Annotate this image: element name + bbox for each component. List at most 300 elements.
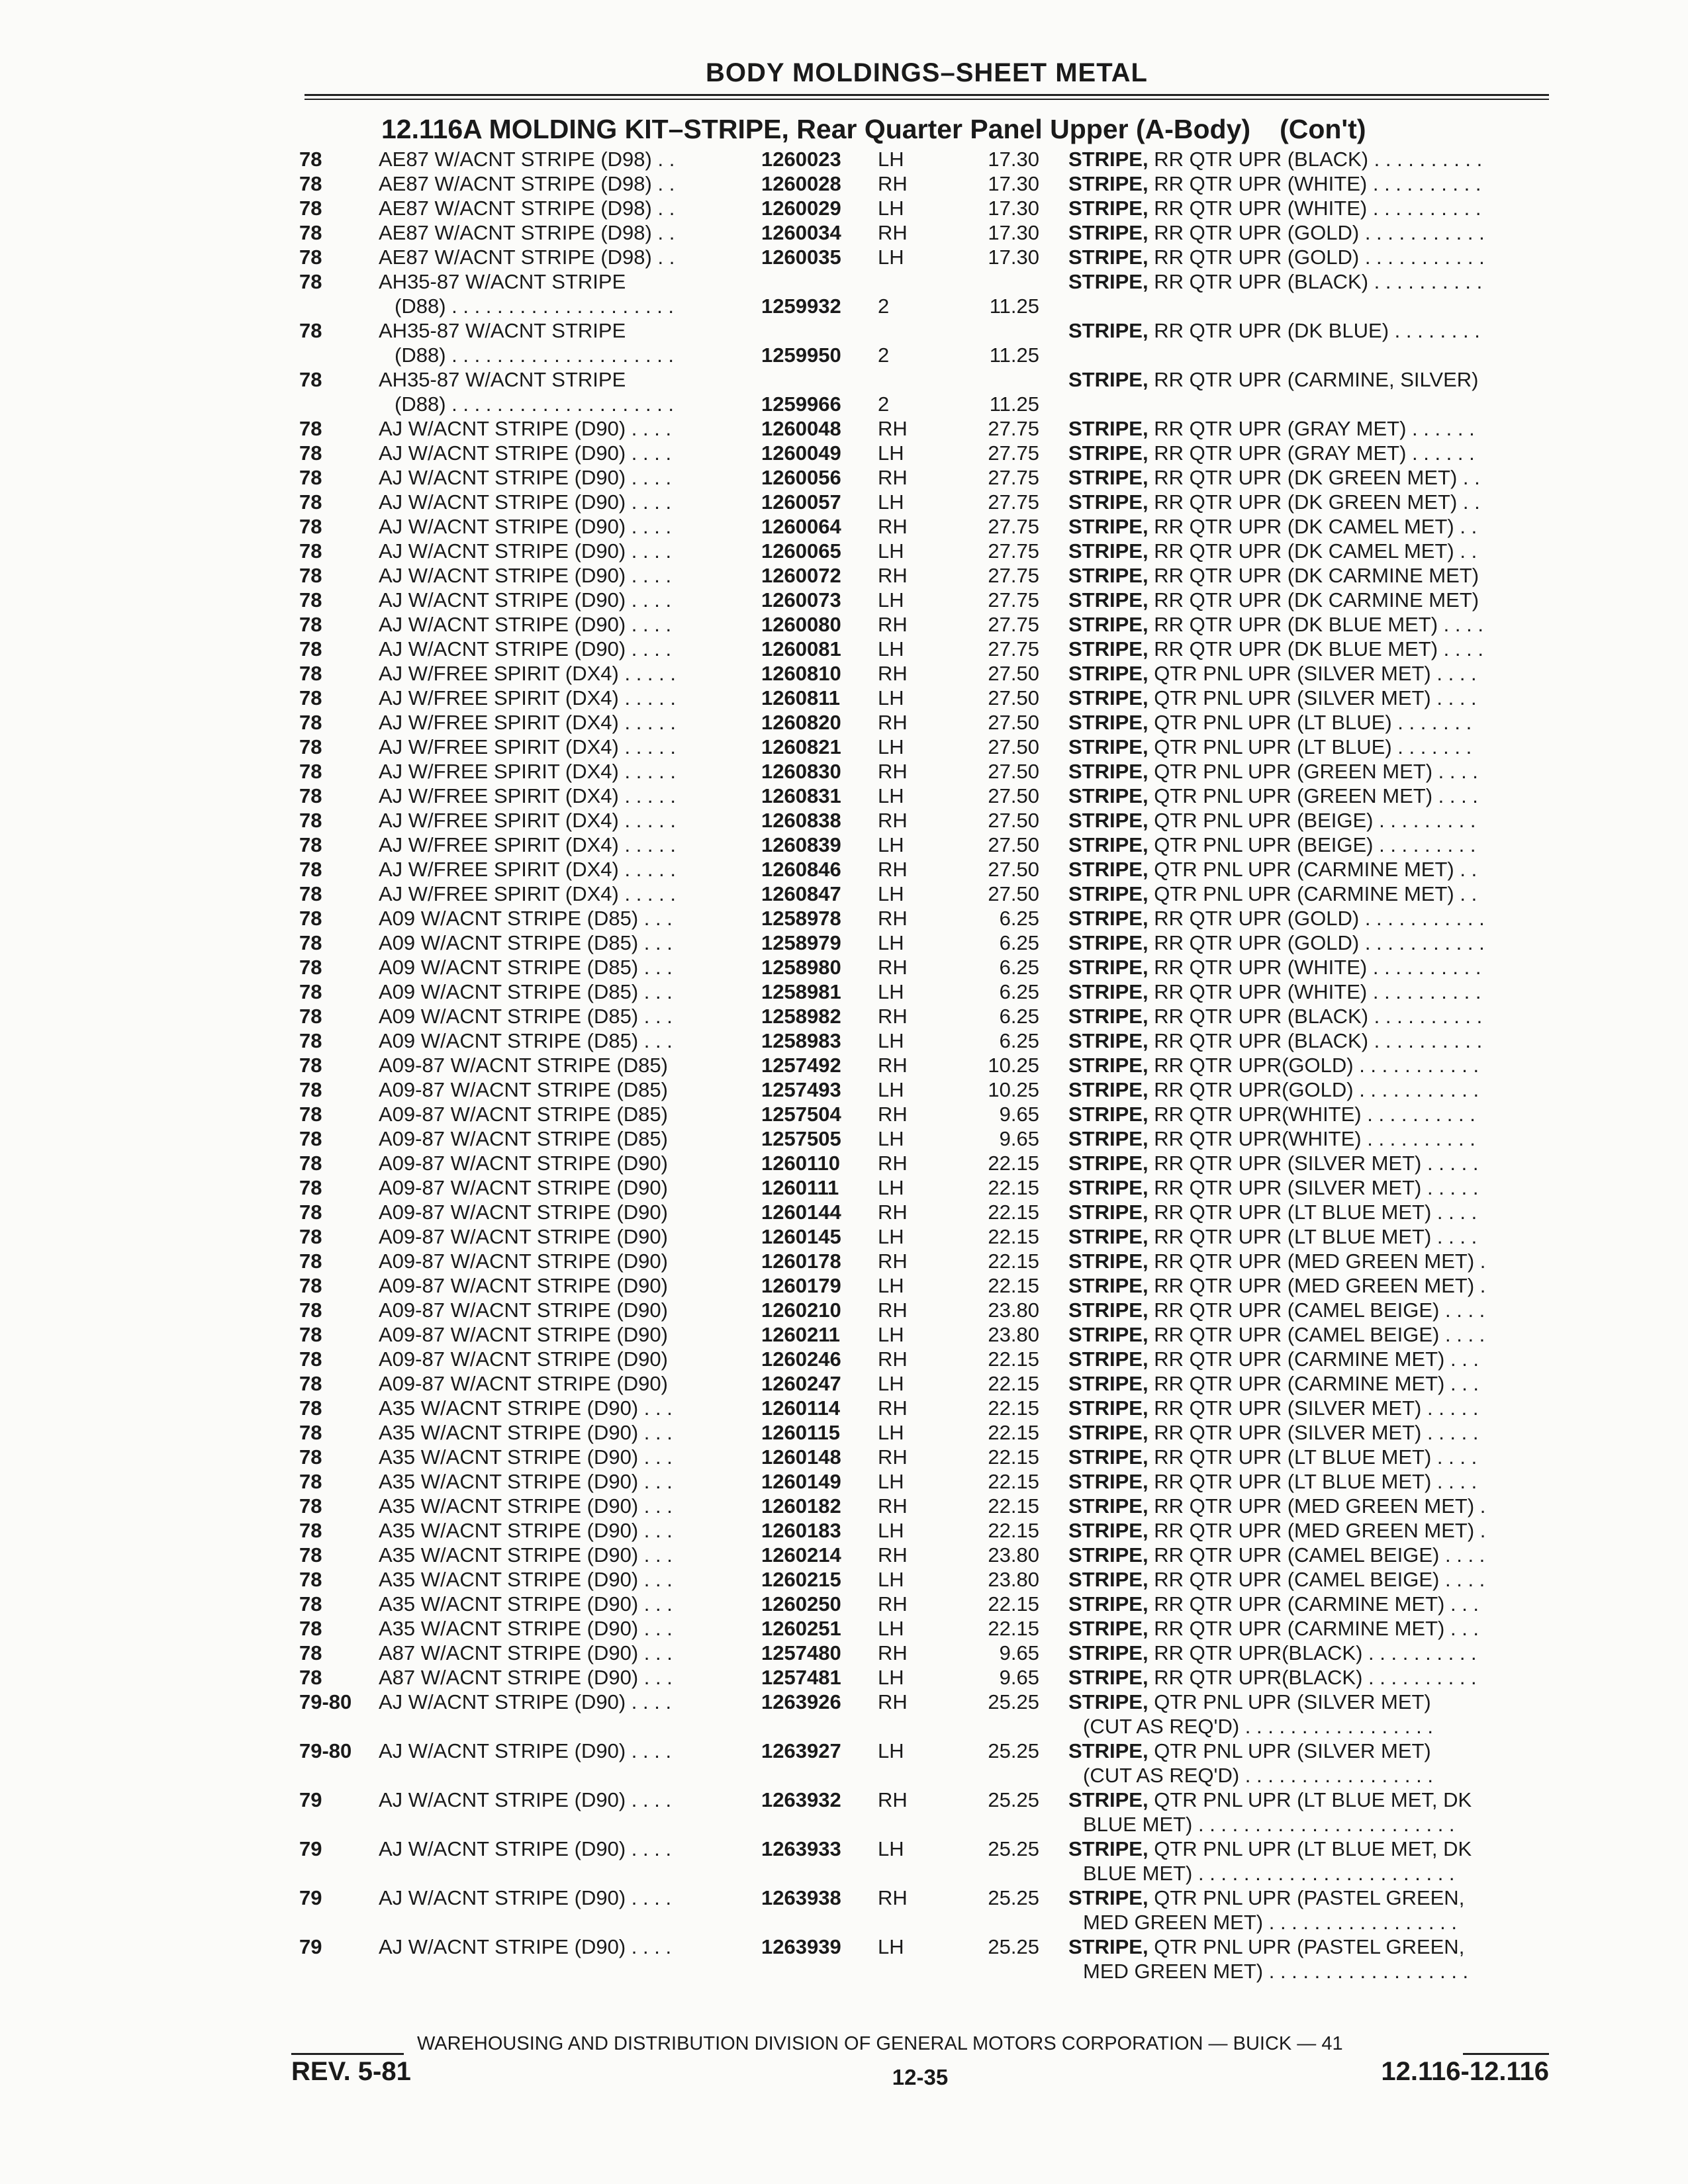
part-number: 1260149 — [761, 1470, 841, 1493]
description-text: RR QTR UPR (MED GREEN MET) . — [1148, 1519, 1486, 1542]
model-cell — [379, 1665, 729, 1690]
part-row — [0, 1641, 1688, 1665]
description-continuation: BLUE MET) . . . . . . . . . . . . . . . . . . . . . . . — [1083, 1862, 1455, 1885]
price: 22.15 — [988, 1372, 1039, 1395]
description-cell — [1068, 882, 1545, 906]
description-noun: STRIPE, — [1068, 1543, 1149, 1567]
part-row — [0, 931, 1688, 955]
description-text: RR QTR UPR (CARMINE, SILVER) — [1148, 368, 1479, 391]
description-cell — [1068, 1249, 1545, 1273]
model-continuation: (D88) . . . . . . . . . . . . . . . . . . . . — [395, 295, 675, 318]
model-year: 78 — [299, 1396, 322, 1420]
model-text: AJ W/ACNT STRIPE (D90) . . . . — [379, 1886, 672, 1909]
model-year: 78 — [299, 833, 322, 856]
description-cell — [1068, 1837, 1545, 1886]
part-row — [0, 367, 1688, 416]
quantity: LH — [878, 1470, 904, 1493]
model-year: 78 — [299, 588, 322, 612]
part-row — [0, 1273, 1688, 1298]
model-cell — [379, 1004, 729, 1028]
model-text: AJ W/ACNT STRIPE (D90) . . . . — [379, 466, 672, 489]
part-number: 1260246 — [761, 1347, 841, 1371]
part-row — [0, 1934, 1688, 1983]
description-text: RR QTR UPR(BLACK) . . . . . . . . . . — [1148, 1641, 1477, 1664]
description-text: QTR PNL UPR (CARMINE MET) . . — [1148, 882, 1477, 905]
description-cell — [1068, 1273, 1545, 1298]
model-year: 78 — [299, 1617, 322, 1640]
description-text: QTR PNL UPR (PASTEL GREEN, — [1148, 1935, 1465, 1958]
description-noun: STRIPE, — [1068, 1054, 1149, 1077]
price: 27.50 — [988, 711, 1039, 734]
part-number: 1260028 — [761, 172, 841, 195]
description-cell — [1068, 1322, 1545, 1347]
model-text: A35 W/ACNT STRIPE (D90) . . . — [379, 1494, 673, 1518]
description-noun: STRIPE, — [1068, 1396, 1149, 1420]
part-number: 1260210 — [761, 1298, 841, 1322]
model-cell — [379, 1886, 729, 1910]
part-number: 1260114 — [761, 1396, 840, 1420]
model-year: 79-80 — [299, 1690, 352, 1713]
quantity: RH — [878, 417, 908, 440]
model-cell — [379, 1053, 729, 1077]
description-cell — [1068, 220, 1545, 245]
description-cell — [1068, 1739, 1545, 1788]
part-row — [0, 759, 1688, 784]
quantity: RH — [878, 1690, 908, 1713]
model-year: 78 — [299, 1568, 322, 1591]
part-row — [0, 1053, 1688, 1077]
description-cell — [1068, 784, 1545, 808]
model-text: A35 W/ACNT STRIPE (D90) . . . — [379, 1421, 673, 1444]
description-noun: STRIPE, — [1068, 980, 1149, 1003]
description-cell — [1068, 1616, 1545, 1641]
description-cell — [1068, 441, 1545, 465]
model-text: AJ W/ACNT STRIPE (D90) . . . . — [379, 1935, 672, 1958]
price: 22.15 — [988, 1494, 1039, 1518]
description-cell — [1068, 1665, 1545, 1690]
description-noun: STRIPE, — [1068, 246, 1149, 269]
part-row — [0, 955, 1688, 979]
quantity: LH — [878, 490, 904, 514]
description-cell — [1068, 1494, 1545, 1518]
description-text: RR QTR UPR (DK GREEN MET) . . — [1148, 490, 1480, 514]
description-noun: STRIPE, — [1068, 1250, 1149, 1273]
part-number: 1260072 — [761, 564, 841, 587]
model-cell — [379, 563, 729, 588]
description-cell — [1068, 735, 1545, 759]
part-number: 1260065 — [761, 539, 841, 563]
description-noun: STRIPE, — [1068, 1494, 1149, 1518]
section-title: 12.116A MOLDING KIT–STRIPE, Rear Quarter Panel Upper (A-Body) — [381, 114, 1251, 144]
model-text: AE87 W/ACNT STRIPE (D98) . . — [379, 148, 675, 171]
price: 22.15 — [988, 1176, 1039, 1199]
model-text: A35 W/ACNT STRIPE (D90) . . . — [379, 1396, 673, 1420]
price: 9.65 — [999, 1127, 1039, 1150]
model-year: 78 — [299, 1543, 322, 1567]
description-cell — [1068, 1396, 1545, 1420]
part-number: 1260846 — [761, 858, 841, 881]
model-year: 79 — [299, 1788, 322, 1811]
model-text: AJ W/ACNT STRIPE (D90) . . . . — [379, 1690, 672, 1713]
model-cell — [379, 1126, 729, 1151]
part-row — [0, 882, 1688, 906]
part-number: 1257492 — [761, 1054, 841, 1077]
part-number: 1260080 — [761, 613, 841, 636]
description-noun: STRIPE, — [1068, 1592, 1149, 1615]
part-row — [0, 1347, 1688, 1371]
quantity: RH — [878, 1250, 908, 1273]
quantity: RH — [878, 1494, 908, 1518]
price: 17.30 — [988, 197, 1039, 220]
part-number: 1260048 — [761, 417, 841, 440]
description-cell — [1068, 1420, 1545, 1445]
model-year: 78 — [299, 1201, 322, 1224]
description-text: RR QTR UPR (GRAY MET) . . . . . . — [1148, 417, 1475, 440]
description-noun: STRIPE, — [1068, 907, 1149, 930]
description-noun: STRIPE, — [1068, 1225, 1149, 1248]
price: 25.25 — [988, 1690, 1039, 1713]
description-text: RR QTR UPR (GOLD) . . . . . . . . . . . — [1148, 931, 1485, 954]
description-noun: STRIPE, — [1068, 1641, 1149, 1664]
part-number: 1258983 — [761, 1029, 841, 1052]
description-text: RR QTR UPR (DK BLUE) . . . . . . . . — [1148, 319, 1480, 342]
part-number: 1263933 — [761, 1837, 841, 1860]
model-cell — [379, 882, 729, 906]
model-year: 78 — [299, 1103, 322, 1126]
model-cell — [379, 857, 729, 882]
description-text: RR QTR UPR (MED GREEN MET) . — [1148, 1494, 1486, 1518]
description-text: QTR PNL UPR (SILVER MET) . . . . — [1148, 686, 1477, 709]
part-number: 1260250 — [761, 1592, 841, 1615]
part-row — [0, 1788, 1688, 1837]
model-cell — [379, 1616, 729, 1641]
quantity: RH — [878, 1103, 908, 1126]
part-number: 1260182 — [761, 1494, 841, 1518]
price: 27.50 — [988, 858, 1039, 881]
description-noun: STRIPE, — [1068, 1372, 1149, 1395]
description-cell — [1068, 1077, 1545, 1102]
model-cell — [379, 1739, 729, 1763]
description-noun: STRIPE, — [1068, 1029, 1149, 1052]
description-text: RR QTR UPR (SILVER MET) . . . . . — [1148, 1421, 1479, 1444]
price: 22.15 — [988, 1617, 1039, 1640]
part-row — [0, 1616, 1688, 1641]
part-number: 1260111 — [761, 1176, 839, 1199]
model-cell — [379, 686, 729, 710]
part-row — [0, 220, 1688, 245]
description-noun: STRIPE, — [1068, 148, 1149, 171]
quantity: 2 — [878, 392, 890, 416]
description-cell — [1068, 367, 1545, 392]
part-number: 1260056 — [761, 466, 841, 489]
model-year: 78 — [299, 1592, 322, 1615]
price: 27.75 — [988, 539, 1039, 563]
description-text: RR QTR UPR(WHITE) . . . . . . . . . . — [1148, 1103, 1476, 1126]
part-row — [0, 196, 1688, 220]
model-text: AJ W/ACNT STRIPE (D90) . . . . — [379, 1739, 672, 1762]
model-year: 78 — [299, 1078, 322, 1101]
price: 23.80 — [988, 1298, 1039, 1322]
part-number: 1260810 — [761, 662, 841, 685]
header-rule — [305, 94, 1549, 96]
page-header — [305, 58, 1549, 99]
description-text: RR QTR UPR (CAMEL BEIGE) . . . . — [1148, 1298, 1485, 1322]
quantity: LH — [878, 637, 904, 660]
model-year: 78 — [299, 1127, 322, 1150]
model-cell — [379, 1028, 729, 1053]
model-cell — [379, 269, 729, 318]
footer-rule — [1463, 2053, 1549, 2055]
quantity: LH — [878, 246, 904, 269]
description-text: RR QTR UPR (MED GREEN MET) . — [1148, 1250, 1486, 1273]
model-year: 78 — [299, 1250, 322, 1273]
description-text: RR QTR UPR(GOLD) . . . . . . . . . . . — [1148, 1054, 1479, 1077]
part-number: 1260029 — [761, 197, 841, 220]
part-row — [0, 784, 1688, 808]
part-row — [0, 1396, 1688, 1420]
model-cell — [379, 465, 729, 490]
quantity: RH — [878, 760, 908, 783]
quantity: LH — [878, 833, 904, 856]
model-text: A09-87 W/ACNT STRIPE (D90) — [379, 1372, 668, 1395]
description-cell — [1068, 1886, 1545, 1934]
price: 6.25 — [999, 956, 1039, 979]
quantity: RH — [878, 221, 908, 244]
part-number: 1260057 — [761, 490, 841, 514]
model-year: 78 — [299, 1519, 322, 1542]
description-cell — [1068, 514, 1545, 539]
continued-label: (Con't) — [1280, 114, 1366, 144]
quantity: LH — [878, 1421, 904, 1444]
model-cell — [379, 1641, 729, 1665]
part-row — [0, 1004, 1688, 1028]
quantity: LH — [878, 1372, 904, 1395]
price: 11.25 — [989, 295, 1039, 318]
model-text: A09-87 W/ACNT STRIPE (D90) — [379, 1176, 668, 1199]
description-cell — [1068, 1592, 1545, 1616]
part-number: 1259966 — [761, 392, 841, 416]
description-text: RR QTR UPR (DK CAMEL MET) . . — [1148, 539, 1477, 563]
description-noun: STRIPE, — [1068, 1347, 1149, 1371]
part-number: 1260214 — [761, 1543, 841, 1567]
description-cell — [1068, 1102, 1545, 1126]
description-text: QTR PNL UPR (GREEN MET) . . . . — [1148, 760, 1478, 783]
description-cell — [1068, 1151, 1545, 1175]
model-year: 78 — [299, 515, 322, 538]
description-text: QTR PNL UPR (BEIGE) . . . . . . . . . — [1148, 809, 1476, 832]
quantity: RH — [878, 515, 908, 538]
price: 27.75 — [988, 637, 1039, 660]
description-cell — [1068, 857, 1545, 882]
quantity: RH — [878, 956, 908, 979]
model-cell — [379, 367, 729, 416]
description-cell — [1068, 686, 1545, 710]
part-row — [0, 1665, 1688, 1690]
part-number: 1259932 — [761, 295, 841, 318]
price: 9.65 — [999, 1666, 1039, 1689]
description-noun: STRIPE, — [1068, 760, 1149, 783]
description-text: QTR PNL UPR (PASTEL GREEN, — [1148, 1886, 1465, 1909]
description-text: QTR PNL UPR (SILVER MET) . . . . — [1148, 662, 1477, 685]
part-number: 1258981 — [761, 980, 841, 1003]
part-number: 1260110 — [761, 1152, 840, 1175]
description-noun: STRIPE, — [1068, 1176, 1149, 1199]
model-continuation: (D88) . . . . . . . . . . . . . . . . . . . . — [395, 343, 675, 367]
description-cell — [1068, 588, 1545, 612]
model-year: 78 — [299, 246, 322, 269]
model-year: 78 — [299, 760, 322, 783]
model-text: A87 W/ACNT STRIPE (D90) . . . — [379, 1666, 673, 1689]
price: 22.15 — [988, 1201, 1039, 1224]
model-text: AH35-87 W/ACNT STRIPE — [379, 368, 626, 391]
description-noun: STRIPE, — [1068, 172, 1149, 195]
description-text: RR QTR UPR(WHITE) . . . . . . . . . . — [1148, 1127, 1476, 1150]
part-row — [0, 465, 1688, 490]
quantity: RH — [878, 1445, 908, 1469]
description-cell — [1068, 1298, 1545, 1322]
quantity: LH — [878, 588, 904, 612]
description-text: QTR PNL UPR (BEIGE) . . . . . . . . . — [1148, 833, 1476, 856]
price: 27.50 — [988, 784, 1039, 807]
description-text: RR QTR UPR (SILVER MET) . . . . . — [1148, 1152, 1479, 1175]
header-rule — [305, 99, 1549, 100]
description-noun: STRIPE, — [1068, 637, 1149, 660]
model-cell — [379, 1592, 729, 1616]
description-cell — [1068, 1445, 1545, 1469]
quantity: RH — [878, 1347, 908, 1371]
price: 17.30 — [988, 172, 1039, 195]
description-noun: STRIPE, — [1068, 417, 1149, 440]
description-text: QTR PNL UPR (LT BLUE) . . . . . . . — [1148, 735, 1472, 758]
price: 27.75 — [988, 466, 1039, 489]
description-cell — [1068, 1175, 1545, 1200]
model-year: 78 — [299, 1421, 322, 1444]
price: 11.25 — [989, 343, 1039, 367]
quantity: LH — [878, 1666, 904, 1689]
part-row — [0, 539, 1688, 563]
description-noun: STRIPE, — [1068, 1519, 1149, 1542]
model-year: 78 — [299, 1470, 322, 1493]
description-noun: STRIPE, — [1068, 490, 1149, 514]
model-cell — [379, 245, 729, 269]
part-row — [0, 1543, 1688, 1567]
description-text: RR QTR UPR (DK CARMINE MET) — [1148, 588, 1479, 612]
model-cell — [379, 1249, 729, 1273]
part-row — [0, 1249, 1688, 1273]
description-noun: STRIPE, — [1068, 613, 1149, 636]
price: 22.15 — [988, 1592, 1039, 1615]
parts-list — [0, 147, 1688, 1983]
model-year: 78 — [299, 686, 322, 709]
price: 27.50 — [988, 882, 1039, 905]
description-cell — [1068, 637, 1545, 661]
description-noun: STRIPE, — [1068, 197, 1149, 220]
model-year: 78 — [299, 172, 322, 195]
description-cell — [1068, 563, 1545, 588]
model-cell — [379, 710, 729, 735]
description-cell — [1068, 1469, 1545, 1494]
part-number: 1260144 — [761, 1201, 841, 1224]
description-cell — [1068, 1567, 1545, 1592]
description-text: RR QTR UPR (MED GREEN MET) . — [1148, 1274, 1486, 1297]
description-noun: STRIPE, — [1068, 1152, 1149, 1175]
quantity: RH — [878, 466, 908, 489]
model-text: A09-87 W/ACNT STRIPE (D90) — [379, 1152, 668, 1175]
model-text: A09-87 W/ACNT STRIPE (D90) — [379, 1347, 668, 1371]
description-noun: STRIPE, — [1068, 1421, 1149, 1444]
model-year: 78 — [299, 882, 322, 905]
part-number: 1257504 — [761, 1103, 841, 1126]
price: 27.75 — [988, 588, 1039, 612]
part-number: 1260081 — [761, 637, 841, 660]
part-row — [0, 514, 1688, 539]
description-text: RR QTR UPR (GOLD) . . . . . . . . . . . — [1148, 221, 1485, 244]
part-row — [0, 171, 1688, 196]
model-cell — [379, 931, 729, 955]
part-row — [0, 1028, 1688, 1053]
quantity: RH — [878, 1005, 908, 1028]
model-text: AJ W/FREE SPIRIT (DX4) . . . . . — [379, 858, 676, 881]
model-cell — [379, 220, 729, 245]
model-text: A35 W/ACNT STRIPE (D90) . . . — [379, 1568, 673, 1591]
model-text: A09-87 W/ACNT STRIPE (D90) — [379, 1323, 668, 1346]
description-cell — [1068, 1788, 1545, 1837]
part-number: 1260831 — [761, 784, 841, 807]
part-row — [0, 1469, 1688, 1494]
model-year: 79 — [299, 1935, 322, 1958]
part-number: 1260049 — [761, 441, 841, 465]
part-row — [0, 1420, 1688, 1445]
description-text: RR QTR UPR (WHITE) . . . . . . . . . . — [1148, 172, 1481, 195]
description-text: RR QTR UPR (LT BLUE MET) . . . . — [1148, 1470, 1477, 1493]
model-year: 78 — [299, 858, 322, 881]
quantity: RH — [878, 711, 908, 734]
model-year: 78 — [299, 956, 322, 979]
price: 27.50 — [988, 809, 1039, 832]
part-number: 1260073 — [761, 588, 841, 612]
description-text: RR QTR UPR (WHITE) . . . . . . . . . . — [1148, 980, 1481, 1003]
description-cell — [1068, 1126, 1545, 1151]
model-year: 78 — [299, 417, 322, 440]
part-number: 1257505 — [761, 1127, 841, 1150]
description-text: RR QTR UPR (CARMINE MET) . . . — [1148, 1372, 1479, 1395]
quantity: LH — [878, 1225, 904, 1248]
description-cell — [1068, 808, 1545, 833]
quantity: LH — [878, 1617, 904, 1640]
price: 27.75 — [988, 613, 1039, 636]
model-text: AJ W/ACNT STRIPE (D90) . . . . — [379, 588, 672, 612]
part-row — [0, 1322, 1688, 1347]
model-year: 78 — [299, 711, 322, 734]
model-year: 78 — [299, 466, 322, 489]
part-row — [0, 1567, 1688, 1592]
model-text: A09 W/ACNT STRIPE (D85) . . . — [379, 980, 673, 1003]
description-text: RR QTR UPR (CAMEL BEIGE) . . . . — [1148, 1323, 1485, 1346]
model-cell — [379, 416, 729, 441]
description-cell — [1068, 196, 1545, 220]
part-number: 1260023 — [761, 148, 841, 171]
price: 25.25 — [988, 1837, 1039, 1860]
description-noun: STRIPE, — [1068, 441, 1149, 465]
description-text: RR QTR UPR (BLACK) . . . . . . . . . . — [1148, 270, 1483, 293]
description-text: RR QTR UPR (BLACK) . . . . . . . . . . — [1148, 148, 1483, 171]
price: 10.25 — [988, 1078, 1039, 1101]
model-text: A09-87 W/ACNT STRIPE (D90) — [379, 1201, 668, 1224]
part-row — [0, 245, 1688, 269]
description-noun: STRIPE, — [1068, 1739, 1149, 1762]
model-year: 78 — [299, 613, 322, 636]
part-row — [0, 416, 1688, 441]
